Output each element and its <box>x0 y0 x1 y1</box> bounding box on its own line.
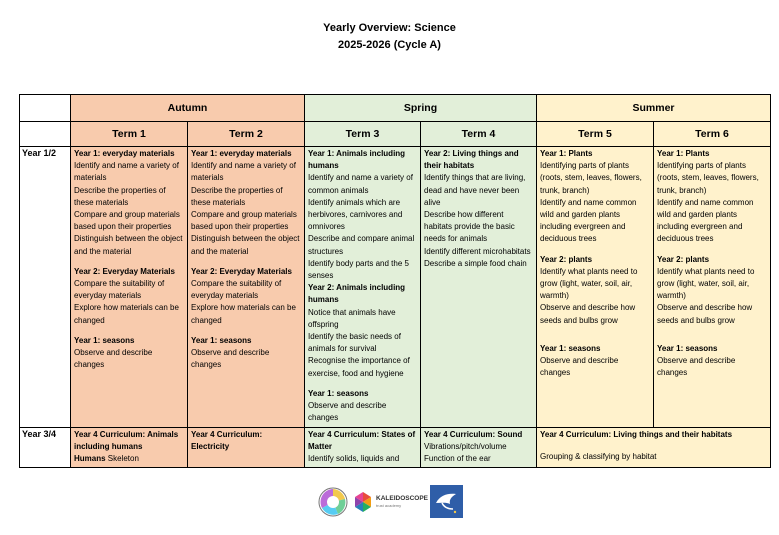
unit-heading: Year 2: plants <box>540 254 593 264</box>
term-3-cell <box>305 147 421 428</box>
unit-heading: Year 4 Curriculum: Electricity <box>191 430 263 452</box>
objective: Describe and compare animal structures <box>308 234 415 256</box>
term-6-header: Term 6 <box>654 122 771 147</box>
term-5-header: Term 5 <box>537 122 654 147</box>
objective: Function of the ear <box>424 454 491 464</box>
unit-heading: Year 4 Curriculum: Sound <box>424 430 523 439</box>
term-4-cell <box>421 147 537 428</box>
unit-heading: Year 4 Curriculum: Animals including humans <box>74 430 179 452</box>
objective: Describe how different habitats provide the basic needs for animals <box>424 210 515 244</box>
unit-heading: Year 1: Plants <box>657 149 710 158</box>
term-row <box>20 122 771 147</box>
objective: Identifying parts of plants (roots, stem, leaves, flowers, trunk, branch) <box>657 161 759 195</box>
year-label: Year 1/2 <box>20 147 71 428</box>
term-3-cell <box>305 428 421 468</box>
kaleidoscope-logo <box>352 491 427 513</box>
objective: Observe and describe changes <box>540 356 619 378</box>
term-1-header: Term 1 <box>71 122 188 147</box>
objective: Identify and name common wild and garden plants including evergreen and deciduous trees <box>657 197 754 244</box>
season-autumn: Autumn <box>71 95 305 122</box>
corner-cell <box>20 95 71 122</box>
corner-cell-2 <box>20 122 71 147</box>
objective: Identify things that are living, dead and have never been alive <box>424 173 526 207</box>
objective: Explore how materials can be changed <box>74 303 179 325</box>
unit-heading: Year 1: seasons <box>540 343 601 353</box>
term-2-header: Term 2 <box>188 122 305 147</box>
science-overview-table <box>19 94 771 468</box>
unit-heading: Year 1: Animals including humans <box>308 149 406 171</box>
objective: Compare and group materials based upon their properties <box>191 210 297 232</box>
unit-heading: Year 2: Living things and their habitats <box>424 149 519 171</box>
season-row <box>20 95 771 122</box>
summer-cell <box>537 428 771 468</box>
unit-heading: Year 1: everyday materials <box>74 149 175 158</box>
term-1-cell <box>71 428 188 468</box>
term-4-cell <box>421 428 537 468</box>
unit-heading: Year 2: Everyday Materials <box>191 266 292 276</box>
term-2-cell <box>188 428 305 468</box>
objective: Compare the suitability of everyday materials <box>74 279 165 301</box>
unit-heading: Year 4 Curriculum: Living things and their habitats <box>540 430 733 439</box>
term-6-cell <box>654 147 771 428</box>
unit-heading: Year 1: seasons <box>191 335 252 345</box>
objective: Compare and group materials based upon their properties <box>74 210 180 232</box>
objective: Identify solids, liquids and <box>308 454 400 464</box>
year-label: Year 3/4 <box>20 428 71 468</box>
term-3-header: Term 3 <box>305 122 421 147</box>
objective: Identify body parts and the 5 senses <box>308 258 409 281</box>
page-title: Yearly Overview: Science <box>323 22 456 34</box>
objective: Identify what plants need to grow (light, water, soil, air, warmth) <box>540 266 638 301</box>
term-5-cell <box>537 147 654 428</box>
kaleidoscope-sub: trust academy <box>376 503 402 508</box>
objective: Identifying parts of plants (roots, stem, leaves, flowers, trunk, branch) <box>540 161 642 195</box>
objective: Identify different microhabitats <box>424 246 531 256</box>
objective: Describe the properties of these materials <box>74 185 166 207</box>
unit-heading: Year 1: seasons <box>74 335 135 345</box>
page-subtitle: 2025-2026 (Cycle A) <box>338 39 441 51</box>
unit-heading: Year 1: everyday materials <box>191 149 292 158</box>
objective-bold: Humans <box>74 454 106 464</box>
school-logo <box>318 487 348 517</box>
year-row <box>20 147 771 428</box>
unit-heading: Year 2: Animals including humans <box>308 283 406 305</box>
objective: Notice that animals have offspring <box>308 307 396 329</box>
objective: Grouping & classifying by habitat <box>540 452 657 462</box>
objective: Explore how materials can be changed <box>191 303 296 325</box>
objective: Compare the suitability of everyday materials <box>191 279 282 301</box>
objective: Vibrations/pitch/volume <box>424 442 507 452</box>
objective: Identify and name common wild and garden plants including evergreen and deciduous trees <box>540 197 637 244</box>
year-row <box>20 428 771 468</box>
dove-logo <box>430 485 463 518</box>
objective: Identify the basic needs of animals for survival <box>308 332 401 354</box>
objective: Observe and describe how seeds and bulbs grow <box>540 303 636 325</box>
objective: Identify and name a variety of common animals <box>308 173 413 195</box>
objective: Observe and describe changes <box>74 348 153 370</box>
term-2-cell <box>188 147 305 428</box>
objective-text: Skeleton <box>105 454 139 464</box>
objective: Observe and describe changes <box>308 401 387 423</box>
season-summer: Summer <box>537 95 771 122</box>
term-4-header: Term 4 <box>421 122 537 147</box>
objective: Identify animals which are herbivores, carnivores and omnivores <box>308 197 403 232</box>
term-1-cell <box>71 147 188 428</box>
kaleidoscope-name: KALEIDOSCOPE <box>376 495 429 502</box>
objective: Recognise the importance of exercise, food and hygiene <box>308 356 410 378</box>
objective <box>74 453 184 465</box>
objective: Observe and describe changes <box>191 348 270 370</box>
objective: Distinguish between the object and the material <box>74 234 183 256</box>
unit-heading: Year 2: Everyday Materials <box>74 266 175 276</box>
objective: Identify and name a variety of materials <box>74 161 179 183</box>
objective: Distinguish between the object and the material <box>191 234 300 256</box>
objective: Describe the properties of these materials <box>191 185 283 207</box>
season-spring: Spring <box>305 95 537 122</box>
objective: Identify and name a variety of materials <box>191 161 296 183</box>
objective: Observe and describe changes <box>657 356 736 378</box>
objective: Identify what plants need to grow (light, water, soil, air, warmth) <box>657 266 755 301</box>
objective: Describe a simple food chain <box>424 258 527 268</box>
unit-heading: Year 1: Plants <box>540 149 593 158</box>
unit-heading: Year 4 Curriculum: States of Matter <box>308 430 416 452</box>
objective: Observe and describe how seeds and bulbs grow <box>657 303 753 325</box>
unit-heading: Year 1: seasons <box>308 388 369 398</box>
unit-heading: Year 1: seasons <box>657 343 718 353</box>
unit-heading: Year 2: plants <box>657 254 710 264</box>
